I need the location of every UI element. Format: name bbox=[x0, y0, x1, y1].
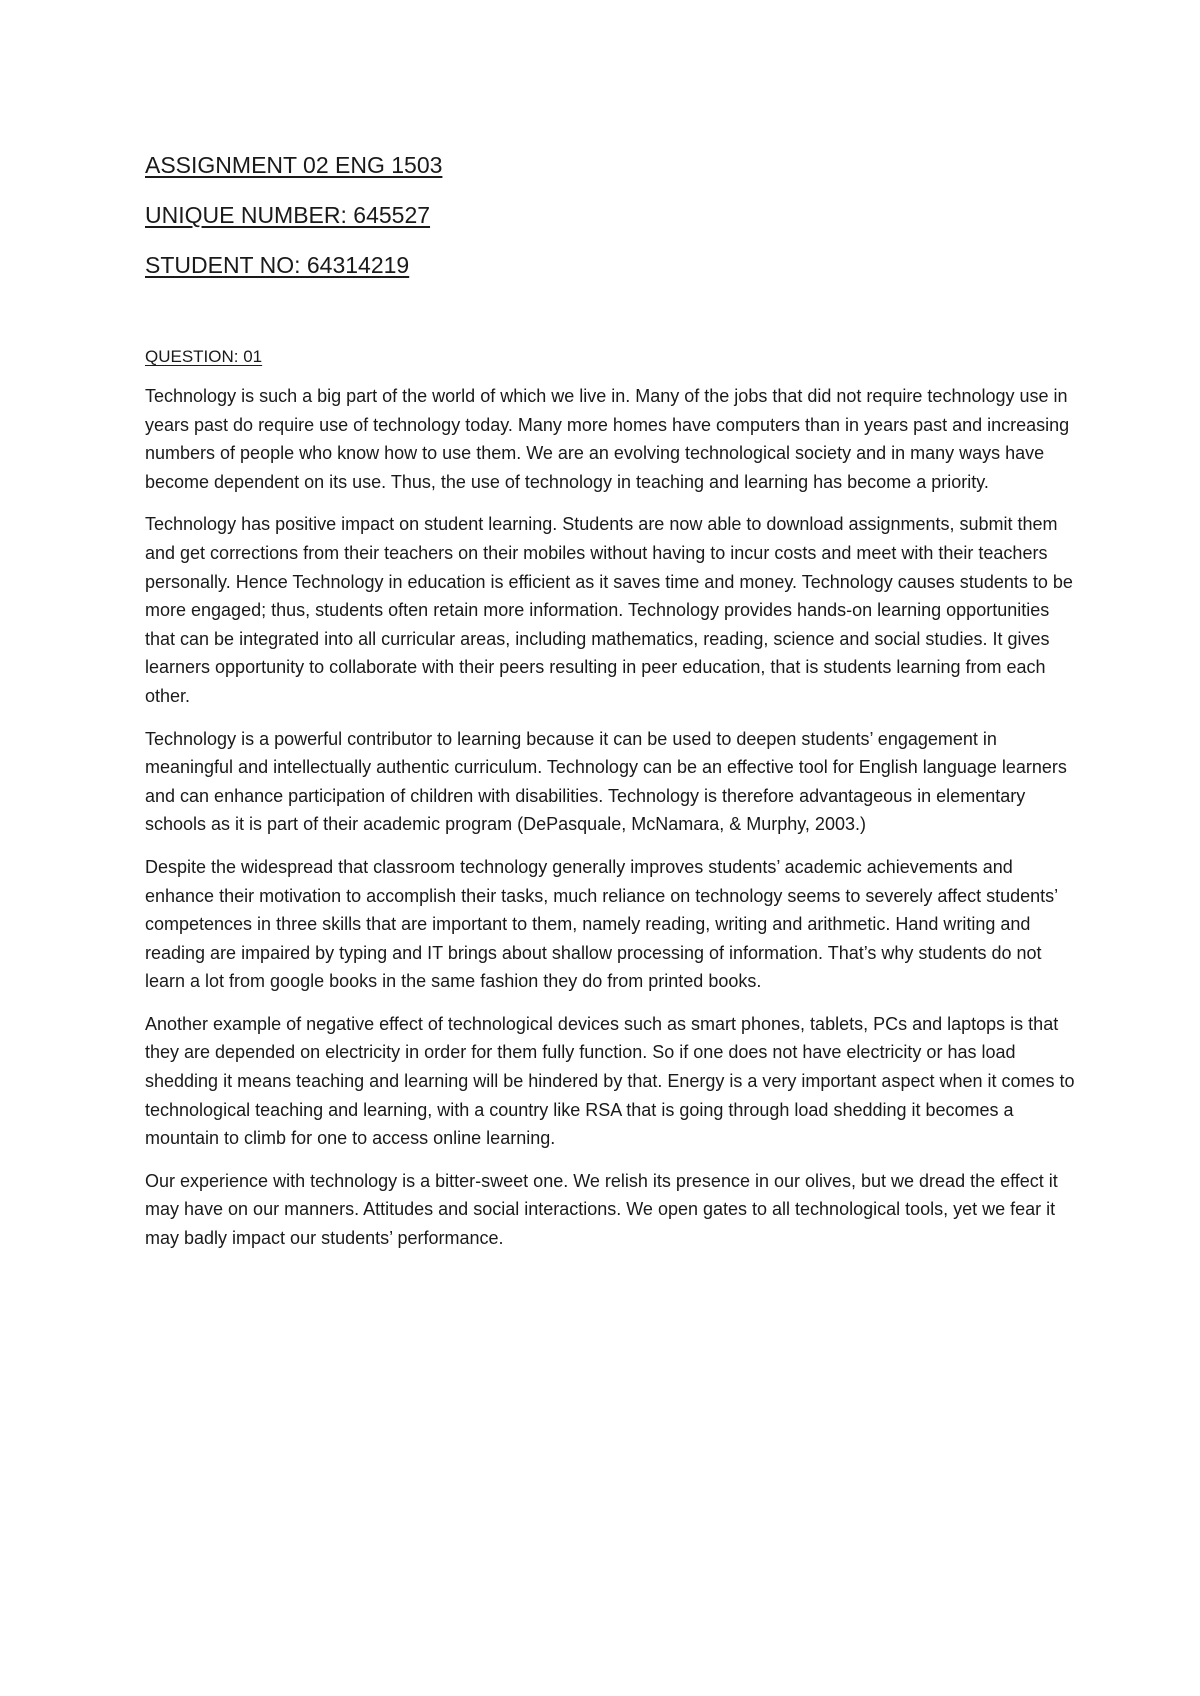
paragraph-6: Our experience with technology is a bitter-sweet one. We relish its presence in our olives, but we dread the effect it may have on our manners. Attitudes and social interactions. We open gates to all technological tools, yet we fear it may badly impact our students’ performance. bbox=[145, 1170, 1058, 1249]
paragraph-4: Despite the widespread that classroom technology generally improves students’ academic achievements and enhance their motivation to accomplish their tasks, much reliance on technology seems to severely affect students’ competences in three skills that are important to them, namely reading, writing and arithmetic. Hand writing and reading are impaired by typing and IT brings about shallow processing of information. That’s why students do not learn a lot from google books in the same fashion they do from printed books. bbox=[145, 856, 1058, 992]
paragraph-5: Another example of negative effect of technological devices such as smart phones, tablets, PCs and laptops is that they are depended on electricity in order for them fully function. So if one does not have electricity or has load shedding it means teaching and learning will be hindered by that. Energy is a very important aspect when it comes to technological teaching and learning, with a country like RSA that is going through load shedding it becomes a mountain to climb for one to access online learning. bbox=[145, 1013, 1075, 1149]
assignment-title: ASSIGNMENT 02 ENG 1503 bbox=[145, 152, 443, 178]
unique-number: UNIQUE NUMBER: 645527 bbox=[145, 202, 431, 228]
paragraph-1: Technology is such a big part of the world of which we live in. Many of the jobs that did not require technology use in years past do require use of technology today. Many more homes have computers than in years past and increasing numbers of people who know how to use them. We are an evolving technological society and in many ways have become dependent on its use. Thus, the use of technology in teaching and learning has become a priority. bbox=[145, 386, 1070, 492]
student-number: STUDENT NO: 64314219 bbox=[145, 252, 410, 278]
question-label: QUESTION: 01 bbox=[145, 347, 263, 366]
paragraph-2: Technology has positive impact on student learning. Students are now able to download assignments, submit them and get corrections from their teachers on their mobiles without having to incur costs and meet with their teachers personally. Hence Technology in education is efficient as it saves time and money. Technology causes students to be more engaged; thus, students often retain more information. Technology provides hands-on learning opportunities that can be integrated into all curricular areas, including mathematics, reading, science and social studies. It gives learners opportunity to collaborate with their peers resulting in peer education, that is students learning from each other. bbox=[145, 514, 1073, 706]
paragraph-3: Technology is a powerful contributor to learning because it can be used to deepen students’ engagement in meaningful and intellectually authentic curriculum. Technology can be an effective tool for English language learners and can enhance participation of children with disabilities. Technology is therefore advantageous in elementary schools as it is part of their academic program (DePasquale, McNamara, & Murphy, 2003.) bbox=[145, 728, 1067, 835]
document-page bbox=[145, 150, 1075, 1267]
